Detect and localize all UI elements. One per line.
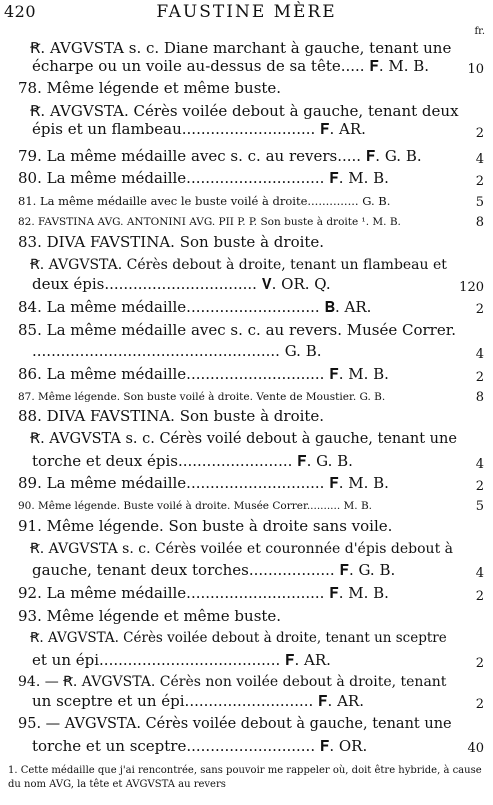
entry-line: deux épis................................ 𝐕. OR. Q. (32, 275, 331, 293)
running-header (0, 2, 493, 24)
price: 4 (475, 347, 484, 362)
entry-line: 80. La même médaille............................. 𝐅. M. B. (18, 169, 389, 187)
entry-line: Ꞧ. AVGVSTA s. c. Diane marchant à gauche, tenant une (30, 39, 452, 57)
price: 4 (475, 152, 484, 167)
entry-line: 88. DIVA FAVSTINA. Son buste à droite. (18, 407, 325, 425)
entry-line: épis et un flambeau............................ 𝐅. AR. (32, 120, 366, 138)
entry-line: Ꞧ. AVGVSTA. Cérès voilée debout à droite, tenant un sceptre (30, 630, 447, 646)
price: 2 (475, 656, 484, 671)
entry-line: 94. — Ꞧ. AVGVSTA. Cérès non voilée debout à droite, tenant (18, 674, 447, 690)
price: 2 (475, 697, 484, 712)
entry-line: Ꞧ. AVGVSTA. Cérès debout à droite, tenant un flambeau et (30, 257, 447, 273)
entry-line: 85. La même médaille avec s. c. au revers. Musée Correr. (18, 321, 457, 339)
page-number: 420 (4, 2, 37, 21)
entry-line: 86. La même médaille............................. 𝐅. M. B. (18, 365, 389, 383)
price: 5 (475, 499, 484, 514)
price: 120 (459, 280, 484, 295)
price: 4 (475, 566, 484, 581)
entry-line: écharpe ou un voile au-dessus de sa tête..... 𝐅. M. B. (32, 57, 430, 75)
entry-line: 87. Même légende. Son buste voilé à droite. Vente de Moustier. G. B. (18, 391, 386, 403)
price: 2 (475, 589, 484, 604)
price: 8 (475, 390, 484, 405)
price: 2 (475, 302, 484, 317)
entry-line: 92. La même médaille............................. 𝐅. M. B. (18, 584, 389, 602)
running-title: FAUSTINE MÈRE (156, 2, 337, 22)
entry-line: 79. La même médaille avec s. c. au revers..... 𝐅. G. B. (18, 147, 422, 165)
entry-line: torche et un sceptre........................... 𝐅. OR. (32, 737, 368, 755)
entry-line: 91. Même légende. Son buste à droite sans voile. (18, 517, 393, 535)
price: 10 (467, 62, 484, 77)
price: 2 (475, 479, 484, 494)
entry-line: gauche, tenant deux torches.................. 𝐅. G. B. (32, 561, 396, 579)
footnote: 1. Cette médaille que j'ai rencontrée, sans pouvoir me rappeler où, doit être hybride, à cause du nom AVG, la tête et AVGVSTA au revers (8, 765, 482, 790)
entry-line: Ꞧ. AVGVSTA s. c. Cérès voilée et couronnée d'épis debout à (30, 541, 453, 557)
entry-line: et un épi...................................... 𝐅. AR. (32, 651, 331, 669)
entry-line: 82. FAVSTINA AVG. ANTONINI AVG. PII P. P. Son buste à droite ¹. M. B. (18, 216, 401, 228)
entry-line: 93. Même légende et même buste. (18, 607, 282, 625)
entry-line: 84. La même médaille............................ 𝐁. AR. (18, 298, 372, 316)
price: 2 (475, 174, 484, 189)
price: 2 (475, 370, 484, 385)
entry-line: 89. La même médaille............................. 𝐅. M. B. (18, 474, 389, 492)
entry-line: 78. Même légende et même buste. (18, 79, 282, 97)
entry-line: torche et deux épis........................ 𝐅. G. B. (32, 452, 353, 470)
entry-line: 83. DIVA FAVSTINA. Son buste à droite. (18, 233, 325, 251)
entry-line: 95. — AVGVSTA. Cérès voilée debout à gauche, tenant une (18, 716, 452, 732)
entry-line: un sceptre et un épi........................... 𝐅. AR. (32, 692, 364, 710)
entry-line: .................................................... G. B. (32, 342, 322, 360)
price-column-heading: fr. (474, 26, 485, 37)
entry-line: 81. La même médaille avec le buste voilé à droite.............. G. B. (18, 194, 391, 208)
price: 8 (475, 215, 484, 230)
price: 2 (475, 126, 484, 141)
price: 40 (467, 741, 484, 756)
entry-line: 90. Même légende. Buste voilé à droite. Musée Correr.......... M. B. (18, 500, 373, 512)
price: 4 (475, 457, 484, 472)
price: 5 (475, 195, 484, 210)
entry-line: Ꞧ. AVGVSTA. Cérès voilée debout à gauche, tenant deux (30, 102, 459, 120)
entry-line: Ꞧ. AVGVSTA s. c. Cérès voilé debout à gauche, tenant une (30, 431, 457, 447)
